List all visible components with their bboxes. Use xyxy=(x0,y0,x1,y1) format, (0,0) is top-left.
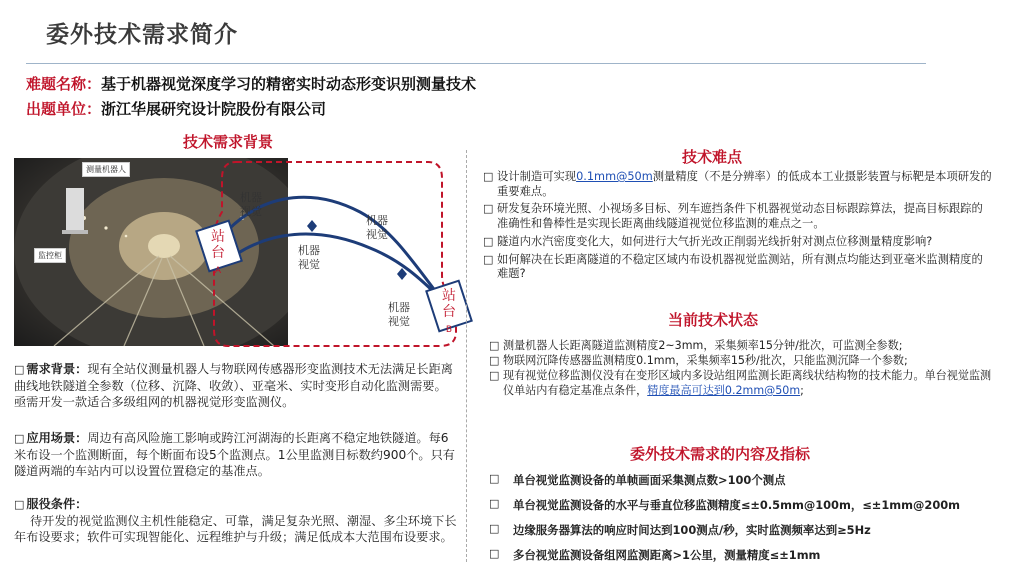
need-label: 需求背景： xyxy=(26,362,88,376)
issuing-unit-name: 浙江华展研究设计院股份有限公司 xyxy=(101,100,327,118)
highlight-precision: 0.1mm@50m xyxy=(576,170,653,183)
list-item: □ 测量机器人长距离隧道监测精度2~3mm，采集频率15分钟/批次，可监测全参数; xyxy=(489,339,903,352)
section-heading-background: 技术需求背景 xyxy=(183,133,274,151)
station-a-label: 站 台 A xyxy=(211,229,225,276)
project-name-label: 难题名称： xyxy=(26,75,102,93)
requirements-list xyxy=(489,472,1009,572)
bullet-box-icon: □ xyxy=(483,252,494,266)
status-list xyxy=(489,338,999,398)
bullet-box-icon: □ xyxy=(489,369,500,382)
background-paragraph xyxy=(14,361,458,410)
page-title: 委外技术需求简介 xyxy=(46,22,238,48)
title-divider xyxy=(26,63,926,64)
bullet-box-icon: □ xyxy=(489,354,500,367)
conditions-paragraph xyxy=(14,496,458,545)
vision-label-3: 机器 视觉 xyxy=(298,244,320,271)
list-item: □ 如何解决在长距离隧道的不稳定区域内布设机器视觉监测站，所有测点均能达到亚毫米监测精度的难题? xyxy=(483,252,983,281)
station-b-label: 站 台 B xyxy=(442,288,456,335)
bullet-box-icon: □ xyxy=(489,522,500,535)
cond-label: 服役条件： xyxy=(26,497,88,511)
list-item: □ 单台视觉监测设备的水平与垂直位移监测精度≤±0.5mm@100m，≤±1mm@200m xyxy=(489,497,961,512)
section-heading-status: 当前技术状态 xyxy=(668,311,759,329)
vision-label-2: 机器 视觉 xyxy=(366,214,388,241)
column-divider xyxy=(466,150,467,562)
vision-node-2 xyxy=(397,268,407,280)
bullet-box-icon: □ xyxy=(14,363,25,376)
bullet-box-icon: □ xyxy=(489,339,500,352)
bullet-box-icon: □ xyxy=(483,234,494,248)
scene-text: 周边有高风险施工影响或跨江河湖海的长距离不稳定地铁隧道。每6米布设一个监测断面，每个断面布设5个监测点。1公里监测目标数约900个。只有隧道两端的车站内可以设置位置稳定的基准点。 xyxy=(14,431,455,478)
highlight-best-precision: 精度最高可达到0.2mm@50m xyxy=(647,384,801,397)
bullet-box-icon: □ xyxy=(489,472,500,485)
issuing-unit-line xyxy=(26,98,326,119)
bullet-box-icon: □ xyxy=(489,547,500,560)
scene-label: 应用场景： xyxy=(26,431,88,445)
list-item: □ 单台视觉监测设备的单帧画面采集测点数>100个测点 xyxy=(489,472,786,487)
need-text: 现有全站仪测量机器人与物联网传感器形变监测技术无法满足长距离曲线地铁隧道全参数（位移、沉降、收敛）、亚毫米、实时变形自动化监测需要。亟需开发一款适合多级组网的机器视觉形变监测仪。 xyxy=(14,362,453,409)
bullet-box-icon: □ xyxy=(14,432,25,445)
list-item: □ 设计制造可实现0.1mm@50m测量精度（不是分辨率）的低成本工业摄影装置与标靶是本项研发的重要难点。 xyxy=(483,170,992,198)
monitor-cabinet-label: 监控柜 xyxy=(34,248,66,263)
list-item: □ 研发复杂环境光照、小视场多目标、列车遮挡条件下机器视觉动态目标跟踪算法，提高目标跟踪的准确性和鲁棒性是实现长距离曲线隧道视觉位移监测的难点之一。 xyxy=(483,202,983,231)
list-item: □ 物联网沉降传感器监测精度0.1mm，采集频率15秒/批次，只能监测沉降一个参数; xyxy=(489,354,908,367)
cond-text: 待开发的视觉监测仪主机性能稳定、可靠，满足复杂光照、潮湿、多尘环境下长年布设要求；软件可实现智能化、远程维护与升级；满足低成本大范围布设要求。 xyxy=(14,514,457,544)
issuing-unit-label: 出题单位： xyxy=(26,100,102,118)
list-item: □ 多台视觉监测设备组网监测距离>1公里，测量精度≤±1mm xyxy=(489,547,821,562)
vision-node-1 xyxy=(307,220,317,232)
vision-label-1: 机器 视觉 xyxy=(240,191,262,218)
list-item: □ 边缘服务器算法的响应时间达到100测点/秒，实时监测频率达到≥5Hz xyxy=(489,522,871,537)
bullet-box-icon: □ xyxy=(489,497,500,510)
robot-label: 测量机器人 xyxy=(82,162,130,177)
section-heading-difficulties: 技术难点 xyxy=(682,148,743,166)
bullet-box-icon: □ xyxy=(483,170,494,183)
difficulties-list xyxy=(483,170,993,285)
project-name: 基于机器视觉深度学习的精密实时动态形变识别测量技术 xyxy=(101,75,477,93)
project-name-line xyxy=(26,73,476,94)
bullet-box-icon: □ xyxy=(483,202,494,216)
section-heading-requirements: 委外技术需求的内容及指标 xyxy=(630,445,811,463)
list-item: □ 隧道内水汽密度变化大，如何进行大气折光改正削弱光线折射对测点位移测量精度影响? xyxy=(483,234,933,248)
vision-label-4: 机器 视觉 xyxy=(388,301,410,328)
lower-sightline xyxy=(228,234,442,300)
bullet-box-icon: □ xyxy=(14,498,25,511)
monitoring-zone-outline xyxy=(214,162,456,346)
list-item: □ 现有视觉位移监测仪没有在变形区域内多设站组网监测长距离线状结构物的技术能力。单台视觉监测仪单站内有稳定基准点条件，精度最高可达到0.2mm@50m; xyxy=(489,369,992,397)
scenario-paragraph xyxy=(14,430,458,479)
